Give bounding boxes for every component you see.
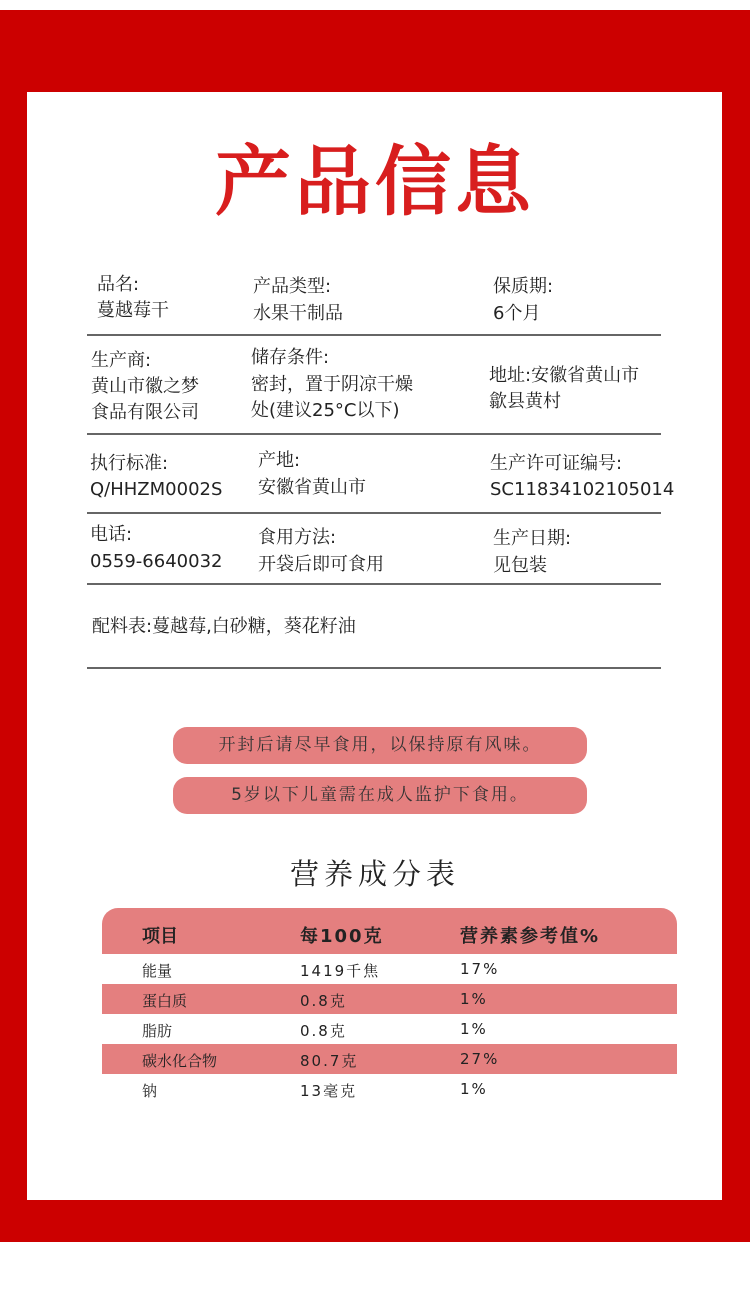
production-date-label: 生产日期: <box>493 528 572 549</box>
nutrient-nrv: 1% <box>460 990 488 1008</box>
header-per-100g: 每100克 <box>300 926 384 947</box>
nutrient-amount: 80.7克 <box>300 1052 359 1070</box>
nutrition-title: 营养成分表 <box>289 857 460 891</box>
table-row <box>102 954 677 984</box>
table-row <box>102 984 677 1014</box>
product-name-label: 品名: <box>97 274 140 295</box>
header-item: 项目 <box>142 926 178 947</box>
usage-label: 食用方法: <box>258 527 337 548</box>
nutrient-name: 钠 <box>142 1082 158 1100</box>
nutrient-name: 脂肪 <box>142 1022 173 1040</box>
nutrient-amount: 0.8克 <box>300 992 347 1010</box>
origin-value: 安徽省黄山市 <box>258 477 366 498</box>
nutrient-name: 碳水化合物 <box>142 1052 218 1070</box>
notice-badge: 开封后请尽早食用，以保持原有风味。 <box>173 727 587 764</box>
ingredients-divider <box>87 585 661 669</box>
notice-badge: 5岁以下儿童需在成人监护下食用。 <box>173 777 587 814</box>
address-value: 地址:安徽省黄山市 歙县黄村 <box>489 365 640 412</box>
phone-label: 电话: <box>90 524 133 545</box>
nutrient-nrv: 1% <box>460 1020 488 1038</box>
manufacturer-value: 黄山市徽之梦 食品有限公司 <box>91 376 199 423</box>
usage-value: 开袋后即可食用 <box>258 554 384 575</box>
license-label: 生产许可证编号: <box>490 453 623 474</box>
header-nrv: 营养素参考值% <box>460 926 601 947</box>
table-row <box>102 1014 677 1044</box>
nutrient-nrv: 17% <box>460 960 500 978</box>
nutrition-header <box>102 908 677 954</box>
phone-value: 0559-6640032 <box>90 551 223 572</box>
origin-label: 产地: <box>258 450 301 471</box>
nutrient-amount: 0.8克 <box>300 1022 347 1040</box>
shelf-life-value: 6个月 <box>493 303 541 324</box>
product-name-value: 蔓越莓干 <box>97 300 169 321</box>
nutrient-name: 能量 <box>142 962 173 980</box>
nutrient-amount: 13毫克 <box>300 1082 358 1100</box>
storage-label: 储存条件: <box>251 347 330 368</box>
nutrition-table <box>102 908 677 1104</box>
table-row <box>102 1044 677 1074</box>
manufacturer-label: 生产商: <box>91 350 152 371</box>
storage-value: 密封，置于阴凉干燥 处(建议25°C以下) <box>251 374 413 421</box>
info-row <box>87 265 661 336</box>
product-type-label: 产品类型: <box>253 276 332 297</box>
standard-label: 执行标准: <box>90 453 169 474</box>
nutrient-name: 蛋白质 <box>142 992 188 1010</box>
nutrient-amount: 1419千焦 <box>300 962 381 980</box>
page-title: 产品信息 <box>215 137 535 226</box>
license-value: SC11834102105014 <box>490 479 675 500</box>
nutrient-nrv: 27% <box>460 1050 500 1068</box>
product-type-value: 水果干制品 <box>253 303 343 324</box>
table-row <box>102 1074 677 1104</box>
ingredients-text: 配料表:蔓越莓,白砂糖，葵花籽油 <box>92 616 356 637</box>
shelf-life-label: 保质期: <box>493 276 554 297</box>
production-date-value: 见包装 <box>493 555 547 576</box>
standard-value: Q/HHZM0002S <box>90 479 223 500</box>
nutrient-nrv: 1% <box>460 1080 488 1098</box>
